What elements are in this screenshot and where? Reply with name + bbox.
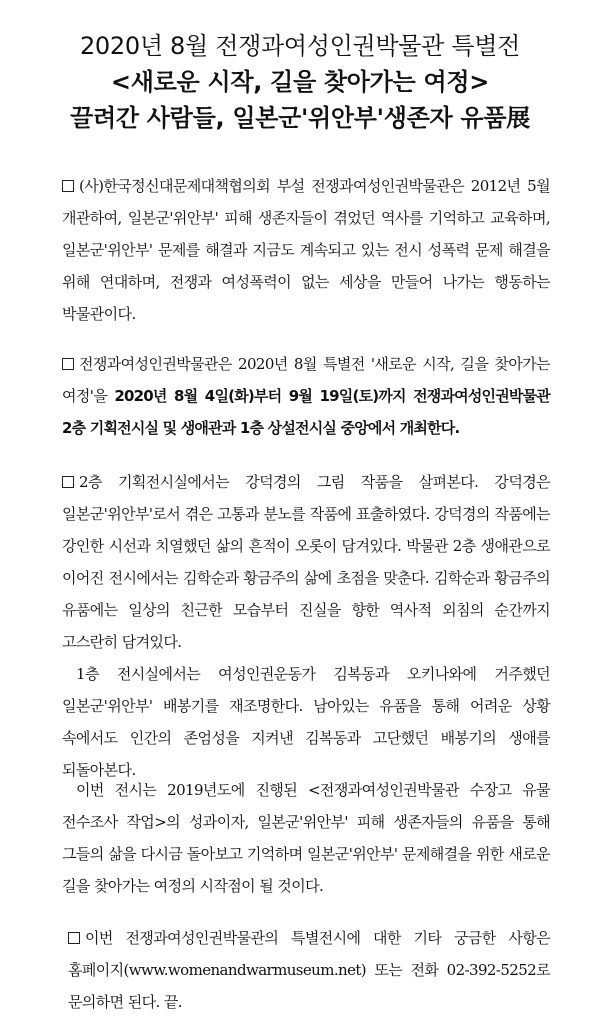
checkbox-bullet-icon [62, 476, 74, 488]
paragraph-exhibits-text-a: 2층 기획전시실에서는 강덕경의 그림 작품을 살펴본다. 강덕경은 일본군'위안부'로서 겪은 고통과 분노를 작품에 표출하였다. 강덕경의 작품에는 강인한 시선과 치열했던 삶의 흔적이 오롯이 담겨있다. 박물관 2층 생애관으로 이어진 전시에서는 김학순과 황금주의 삶에 초점을 맞춘다. 김학순과 황금주의 유품에는 일상의 친근한 모습부터 진실을 향한 역사적 외침의 순간까지 고스란히 담겨있다. [62, 473, 550, 651]
checkbox-bullet-icon [68, 932, 80, 944]
checkbox-bullet-icon [62, 180, 74, 192]
paragraph-intro [62, 170, 550, 330]
paragraph-significance-text: 이번 전시는 2019년도에 진행된 <전쟁과여성인권박물관 수장고 유물 전수조사 작업>의 성과이자, 일본군'위안부' 피해 생존자들의 유품을 통해 그들의 삶을 다시금 돌아보고 기억하며 일본군'위안부' 문제해결을 위한 새로운 길을 찾아가는 여정의 시작점이 될 것이다. [62, 781, 550, 895]
paragraph-schedule-bold: 2020년 8월 4일(화)부터 9월 19일(토)까지 전쟁과여성인권박물관 2층 기획전시실 및 생애관과 1층 상설전시실 중앙에서 개최한다. [62, 387, 550, 437]
paragraph-exhibits [62, 466, 550, 786]
paragraph-intro-text: (사)한국정신대문제대책협의회 부설 전쟁과여성인권박물관은 2012년 5월 개관하여, 일본군'위안부' 피해 생존자들이 겪었던 역사를 기억하고 교육하며, 일본군'위안부' 문제를 해결과 지금도 계속되고 있는 전시 성폭력 문제 해결을 위해 연대하며, 전쟁과 여성폭력이 없는 세상을 만들어 나가는 행동하는 박물관이다. [62, 177, 550, 323]
title-line-3: 끌려간 사람들, 일본군'위안부'생존자 유품展 [70, 104, 530, 132]
paragraph-schedule-text: 전쟁과여성인권박물관은 2020년 8월 특별전 '새로운 시작, 길을 찾아가는 여정'을 [62, 355, 550, 405]
paragraph-exhibits-text-b: 1층 전시실에서는 여성인권운동가 김복동과 오키나와에 거주했던 일본군'위안부' 배봉기를 재조명한다. 남아있는 유품을 통해 어려운 상황 속에서도 인간의 존엄성을 지켜낸 김복동과 고단했던 배봉기의 생애를 되돌아본다. [62, 665, 550, 779]
paragraph-significance [62, 774, 550, 902]
paragraph-contact-text: 이번 전쟁과여성인권박물관의 특별전시에 대한 기타 궁금한 사항은 홈페이지(www.womenandwarmuseum.net) 또는 전화 02-392-5252로 문의하면 된다. 끝. [68, 929, 550, 1011]
checkbox-bullet-icon [62, 358, 74, 370]
paragraph-schedule [62, 348, 550, 444]
paragraph-contact [68, 922, 550, 1018]
title-line-1: 2020년 8월 전쟁과여성인권박물관 특별전 [79, 32, 521, 60]
title-block [0, 28, 600, 136]
title-line-2: <새로운 시작, 길을 찾아가는 여정> [110, 68, 490, 96]
